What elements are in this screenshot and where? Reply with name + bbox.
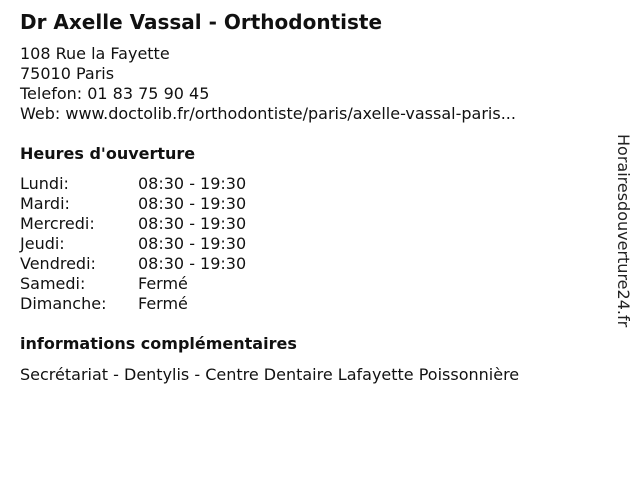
hours-day: Jeudi: (20, 234, 65, 253)
hours-time: 08:30 - 19:30 (138, 234, 247, 253)
hours-day: Dimanche: (20, 294, 107, 313)
address-street: 108 Rue la Fayette (20, 44, 170, 63)
hours-day: Mardi: (20, 194, 70, 213)
hours-day: Lundi: (20, 174, 69, 193)
hours-time: 08:30 - 19:30 (138, 254, 247, 273)
hours-time: 08:30 - 19:30 (138, 174, 247, 193)
hours-heading: Heures d'ouverture (20, 144, 196, 163)
address-city: 75010 Paris (20, 64, 115, 83)
hours-day: Mercredi: (20, 214, 95, 233)
hours-day: Samedi: (20, 274, 86, 293)
page-title: Dr Axelle Vassal - Orthodontiste (20, 10, 383, 34)
hours-time: Fermé (138, 294, 188, 313)
website-link[interactable]: Web: www.doctolib.fr/orthodontiste/paris/axelle-vassal-paris... (20, 104, 516, 123)
phone-number: Telefon: 01 83 75 90 45 (20, 84, 210, 103)
watermark (612, 134, 634, 346)
watermark-text: Horairesdouverture24.fr (614, 134, 633, 328)
info-heading: informations complémentaires (20, 334, 297, 353)
hours-time: 08:30 - 19:30 (138, 194, 247, 213)
hours-time: Fermé (138, 274, 188, 293)
address-block (20, 44, 516, 124)
hours-time: 08:30 - 19:30 (138, 214, 247, 233)
hours-day: Vendredi: (20, 254, 96, 273)
info-text: Secrétariat - Dentylis - Centre Dentaire Lafayette Poissonnière (20, 365, 520, 384)
